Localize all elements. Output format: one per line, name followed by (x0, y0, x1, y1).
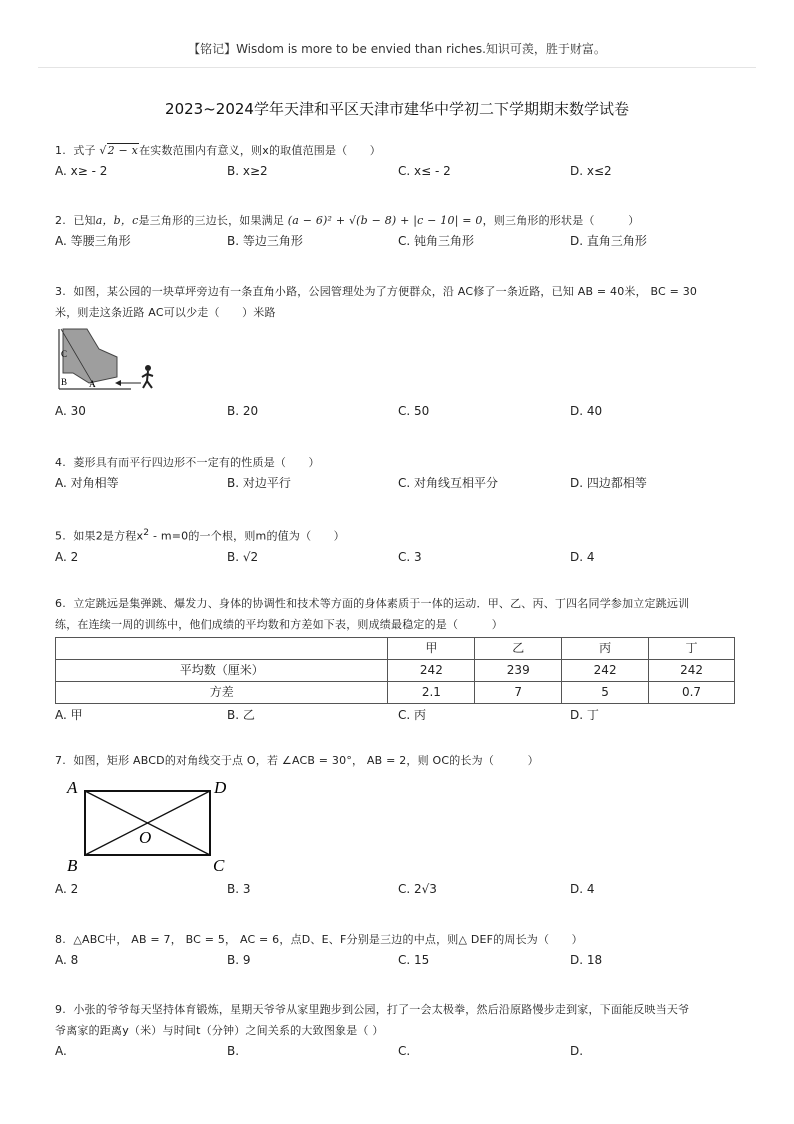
option-b[interactable]: B. x≥2 (227, 164, 268, 178)
rectangle-figure (55, 773, 245, 873)
option-d[interactable]: D. 丁 (570, 708, 599, 722)
question-9-stem: 9. 小张的爷爷每天坚持体育锻炼，星期天爷爷从家里跑步到公园，打了一会太极拳，然后沿原路慢步走到家，下面能反映当天爷 爷离家的距离y（米）与时间t（分钟）之间关系的大致图象是（ ） (55, 1003, 690, 1037)
option-b[interactable]: B. (227, 1044, 240, 1058)
question-1-stem: 1. 式子 √2 − x在实数范围内有意义，则x的取值范围是（ ） (55, 144, 381, 157)
table-cell: 242 (649, 660, 735, 682)
question-2-options (55, 231, 745, 251)
table-cell: 239 (475, 660, 562, 682)
option-d[interactable]: D. 4 (570, 882, 595, 896)
table-cell: 242 (562, 660, 649, 682)
option-c[interactable]: C. 对角线互相平分 (398, 476, 499, 490)
option-a[interactable]: A. 8 (55, 953, 79, 967)
option-d[interactable]: D. (570, 1044, 584, 1058)
question-6-options (55, 705, 745, 725)
option-d[interactable]: D. 直角三角形 (570, 234, 647, 248)
option-c[interactable]: C. 15 (398, 953, 430, 967)
person-body-icon (142, 371, 153, 388)
label-o: O (139, 828, 152, 847)
arrow-head-icon (115, 380, 121, 386)
option-c[interactable]: C. (398, 1044, 411, 1058)
option-b[interactable]: B. 等边三角形 (227, 234, 303, 248)
table-header-cell: 甲 (388, 638, 475, 660)
option-b[interactable]: B. √2 (227, 549, 259, 564)
option-b[interactable]: B. 9 (227, 953, 251, 967)
table-row (56, 682, 735, 704)
question-2 (55, 210, 745, 251)
option-d[interactable]: D. 18 (570, 953, 603, 967)
label-d: D (214, 778, 227, 797)
option-d[interactable]: D. 四边都相等 (570, 476, 647, 490)
question-2-stem: 2. 已知a，b，c是三角形的三边长，如果满足 (a − 6)² + √(b − 8) + |c − 10| = 0，则三角形的形状是（ ） (55, 214, 640, 227)
table-cell: 242 (388, 660, 475, 682)
option-d[interactable]: D. x≤2 (570, 164, 612, 178)
table-cell: 平均数（厘米） (56, 660, 388, 682)
question-6 (55, 593, 745, 725)
question-7-stem: 7. 如图，矩形 ABCD的对角线交于点 O，若 ∠ACB = 30°， AB = 2，则 OC的长为（ ） (55, 754, 539, 767)
question-7-options (55, 879, 745, 899)
question-6-stem: 6. 立定跳远是集弹跳、爆发力、身体的协调性和技术等方面的身体素质于一体的运动．甲、乙、丙、丁四名同学参加立定跳远训 练，在连续一周的训练中，他们成绩的平均数和方差如下表，则成绩最稳定的是（ ） (55, 597, 690, 631)
question-1-options (55, 161, 745, 181)
header-motto: 【铭记】Wisdom is more to be envied than riches.知识可羡，胜于财富。 (188, 42, 606, 56)
option-a[interactable]: A. 对角相等 (55, 476, 119, 490)
label-b: B (67, 856, 78, 873)
option-c[interactable]: C. 丙 (398, 708, 427, 722)
label-c: C (61, 349, 68, 359)
lawn-shape (63, 329, 117, 383)
option-c[interactable]: C. 钝角三角形 (398, 234, 475, 248)
question-4-stem: 4. 菱形具有而平行四边形不一定有的性质是（ ） (55, 456, 320, 469)
question-5-stem: 5. 如果2是方程$x^2 - m=0$的一个根，则m的值为（ ） (55, 527, 345, 543)
option-a[interactable]: A. (55, 1044, 67, 1058)
label-b: B (61, 377, 68, 387)
question-3-options (55, 401, 745, 421)
option-c[interactable]: C. 50 (398, 404, 430, 418)
header-divider (38, 67, 756, 68)
question-8 (55, 929, 745, 970)
table-header-cell (56, 638, 388, 660)
option-a[interactable]: A. 甲 (55, 708, 83, 722)
option-b[interactable]: B. 20 (227, 404, 259, 418)
question-4 (55, 452, 745, 493)
person-head-icon (145, 365, 151, 371)
option-a[interactable]: A. 等腰三角形 (55, 234, 131, 248)
table-cell: 方差 (56, 682, 388, 704)
question-7 (55, 750, 745, 899)
question-3 (55, 281, 745, 421)
table-cell: 2.1 (388, 682, 475, 704)
option-c[interactable]: C. 3 (398, 549, 422, 564)
table-cell: 5 (562, 682, 649, 704)
question-3-stem: 3. 如图，某公园的一块草坪旁边有一条直角小路，公园管理处为了方便群众，沿 AC修了一条近路，已知 AB = 40米， BC = 30 米，则走这条近路 AC可以少走（ ）米路 (55, 285, 698, 319)
question-1 (55, 140, 745, 181)
question-9 (55, 999, 745, 1061)
option-a[interactable]: A. x≥ - 2 (55, 164, 108, 178)
label-a: A (89, 379, 96, 389)
option-b[interactable]: B. 3 (227, 882, 251, 896)
question-4-options (55, 473, 745, 493)
label-a: A (67, 778, 78, 797)
question-5-options (55, 547, 745, 567)
table-cell: 0.7 (649, 682, 735, 704)
option-a[interactable]: A. 30 (55, 404, 86, 418)
option-d[interactable]: D. 40 (570, 404, 603, 418)
question-8-options (55, 950, 745, 970)
park-path-figure (55, 327, 165, 399)
option-a[interactable]: A. 2 (55, 882, 79, 896)
table-row (56, 660, 735, 682)
question-9-options (55, 1041, 745, 1061)
option-b[interactable]: B. 乙 (227, 708, 255, 722)
question-8-stem: 8. △ABC中， AB = 7， BC = 5， AC = 6，点D、E、F分别是三边的中点，则△ DEF的周长为（ ） (55, 933, 583, 946)
score-table (55, 637, 735, 704)
option-d[interactable]: D. 4 (570, 549, 595, 564)
option-a[interactable]: A. 2 (55, 549, 79, 564)
table-header-cell: 丁 (649, 638, 735, 660)
question-5 (55, 522, 745, 567)
option-c[interactable]: C. 2√3 (398, 882, 437, 896)
page-title: 2023~2024学年天津和平区天津市建华中学初二下学期期末数学试卷 (165, 100, 629, 118)
table-header-cell: 乙 (475, 638, 562, 660)
label-c: C (213, 856, 225, 873)
table-header-cell: 丙 (562, 638, 649, 660)
table-cell: 7 (475, 682, 562, 704)
table-header-row (56, 638, 735, 660)
option-b[interactable]: B. 对边平行 (227, 476, 291, 490)
option-c[interactable]: C. x≤ - 2 (398, 164, 451, 178)
radical-expression: √2 − x (99, 144, 139, 157)
